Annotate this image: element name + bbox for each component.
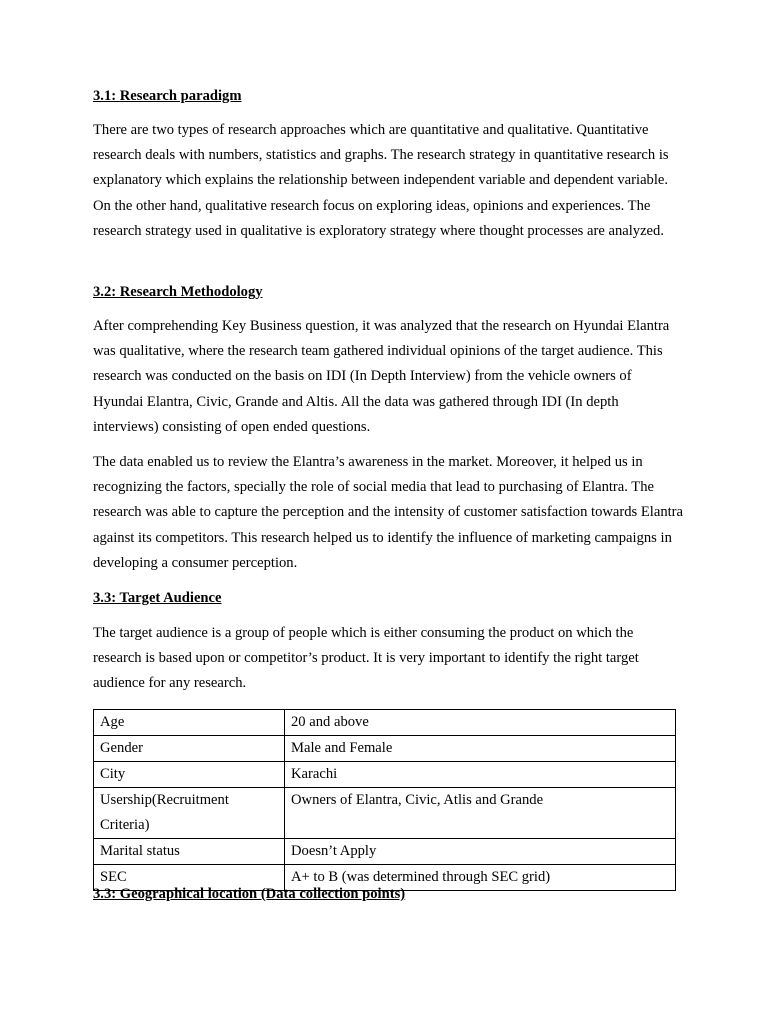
table-row <box>94 788 676 839</box>
paragraph-research-methodology-2: The data enabled us to review the Elantra’s awareness in the market. Moreover, it helped us in recognizing the factors, specially the role of social media that lead to purchasing of Elantra. The research was able to capture the perception and the intensity of customer satisfaction towards Elantra against its competitors. This research helped us to identify the influence of marketing campaigns in developing a consumer perception. <box>93 454 684 571</box>
table-cell-value: Male and Female <box>285 736 676 762</box>
target-audience-table <box>93 709 676 891</box>
table-cell-value: 20 and above <box>285 710 676 736</box>
section-heading-research-methodology: 3.2: Research Methodology <box>93 284 263 300</box>
table-cell-value: A+ to B (was determined through SEC grid) <box>285 865 676 891</box>
section-heading-geographical-location: 3.3: Geographical location (Data collection points) <box>93 886 406 902</box>
section-heading-research-paradigm: 3.1: Research paradigm <box>93 88 242 104</box>
table-row <box>94 762 676 788</box>
section-heading-target-audience: 3.3: Target Audience <box>93 590 222 606</box>
table-cell-value: Karachi <box>285 762 676 788</box>
table-cell-label: Usership(Recruitment Criteria) <box>94 788 285 839</box>
table-row <box>94 839 676 865</box>
table-cell-value: Doesn’t Apply <box>285 839 676 865</box>
table-cell-value: Owners of Elantra, Civic, Atlis and Grande <box>285 788 676 839</box>
paragraph-target-audience: The target audience is a group of people which is either consuming the product on which the research is based upon or competitor’s product. It is very important to identify the right target audience for any research. <box>93 625 639 692</box>
table-cell-label: SEC <box>94 865 285 891</box>
table-cell-label: City <box>94 762 285 788</box>
table-row <box>94 736 676 762</box>
paragraph-research-methodology-1: After comprehending Key Business question, it was analyzed that the research on Hyundai Elantra was qualitative, where the research team gathered individual opinions of the target audience. This research was conducted on the basis on IDI (In Depth Interview) from the vehicle owners of Hyundai Elantra, Civic, Grande and Altis. All the data was gathered through IDI (In depth interviews) consisting of open ended questions. <box>93 318 670 435</box>
table-cell-label: Age <box>94 710 285 736</box>
table-row <box>94 710 676 736</box>
table-cell-label: Marital status <box>94 839 285 865</box>
paragraph-research-paradigm: There are two types of research approaches which are quantitative and qualitative. Quantitative research deals with numbers, statistics and graphs. The research strategy in quantitative research is explanatory which explains the relationship between independent variable and dependent variable. On the other hand, qualitative research focus on exploring ideas, opinions and experiences. The research strategy used in qualitative is exploratory strategy where thought processes are analyzed. <box>93 122 669 239</box>
table-cell-label: Gender <box>94 736 285 762</box>
